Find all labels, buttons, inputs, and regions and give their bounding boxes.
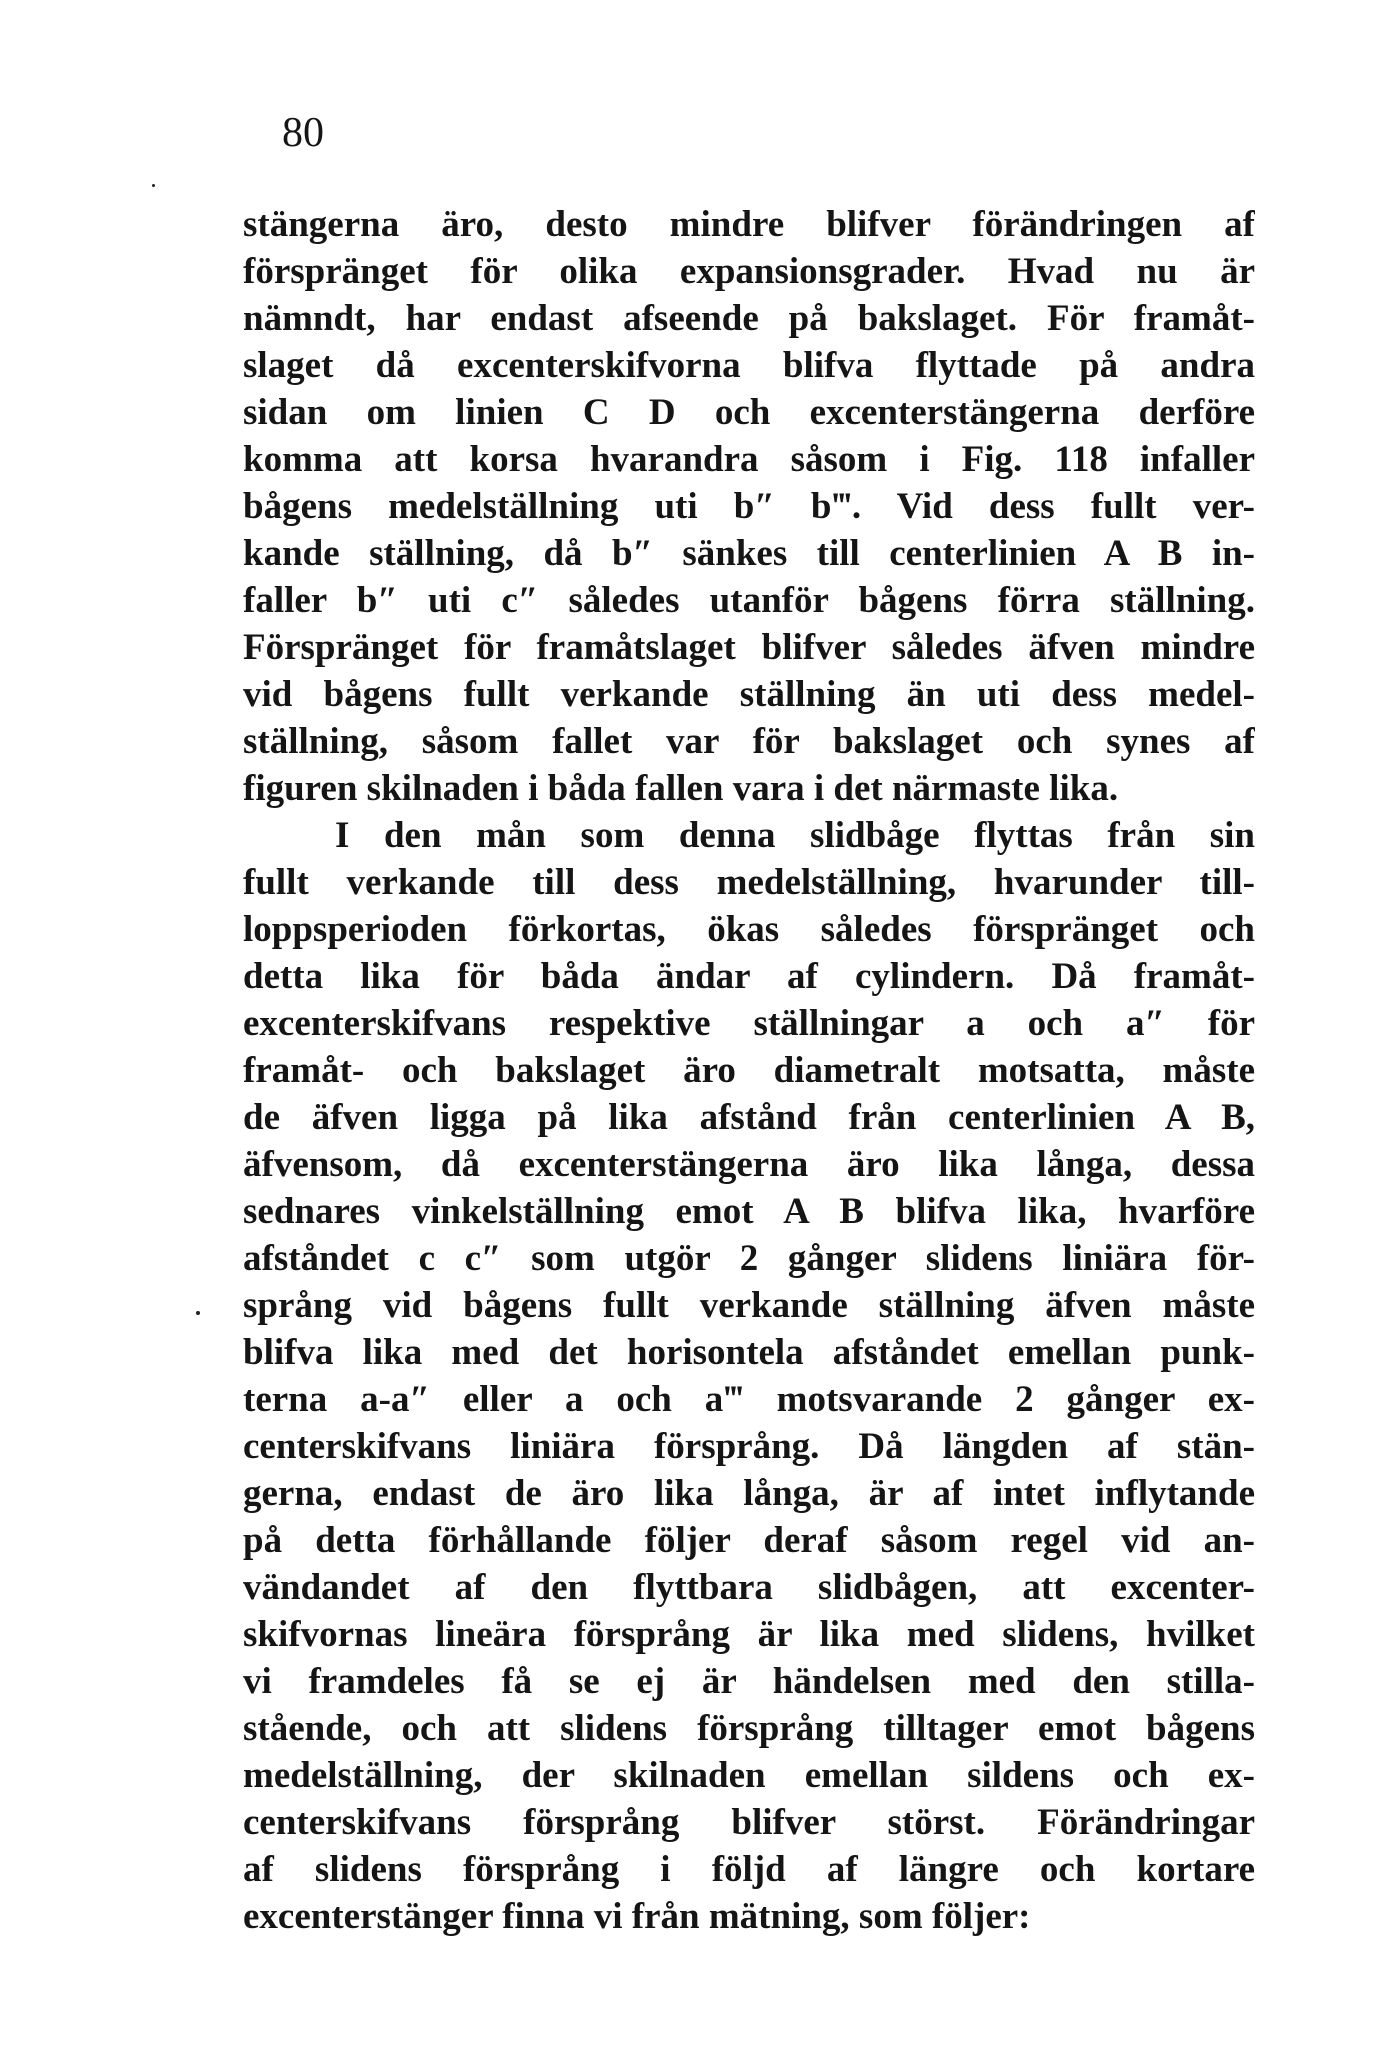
text-line: kande ställning, då b″ sänkes till centerlinien A B in- [243, 533, 1255, 574]
text-line: Förspränget för framåtslaget blifver således äfven mindre [243, 627, 1255, 668]
text-line: äfvensom, då excenterstängerna äro lika långa, dessa [243, 1144, 1255, 1185]
text-line: vid bågens fullt verkande ställning än uti dess medel- [243, 674, 1255, 715]
text-line: språng vid bågens fullt verkande ställning äfven måste [243, 1285, 1255, 1326]
text-line: sednares vinkelställning emot A B blifva lika, hvarföre [243, 1191, 1255, 1232]
text-line: loppsperioden förkortas, ökas således förspränget och [243, 909, 1255, 950]
text-line: nämndt, har endast afseende på bakslaget. För framåt- [243, 298, 1255, 339]
text-line: vändandet af den flyttbara slidbågen, att excenter- [243, 1567, 1255, 1608]
paragraph-start-line: I den mån som denna slidbåge flyttas från sin [335, 815, 1255, 856]
text-line: centerskifvans liniära försprång. Då längden af stän- [243, 1426, 1255, 1467]
text-line: ställning, såsom fallet var för bakslaget och synes af [243, 721, 1255, 762]
text-line: figuren skilnaden i båda fallen vara i det närmaste lika. [243, 768, 1119, 809]
text-line: detta lika för båda ändar af cylindern. Då framåt- [243, 956, 1255, 997]
text-line: fullt verkande till dess medelställning, hvarunder till- [243, 862, 1255, 903]
text-line: stående, och att slidens försprång tilltager emot bågens [243, 1708, 1255, 1749]
printing-speck-margin [196, 1311, 200, 1315]
printing-speck-top [152, 184, 155, 187]
text-line: afståndet c c″ som utgör 2 gånger slidens liniära för- [243, 1238, 1255, 1279]
text-line: excenterskifvans respektive ställningar a och a″ för [243, 1003, 1255, 1044]
text-line: medelställning, der skilnaden emellan sildens och ex- [243, 1755, 1255, 1796]
body-text [243, 201, 1255, 1940]
text-line: blifva lika med det horisontela afståndet emellan punk- [243, 1332, 1255, 1373]
text-line: vi framdeles få se ej är händelsen med den stilla- [243, 1661, 1255, 1702]
text-line: framåt- och bakslaget äro diametralt motsatta, måste [243, 1050, 1255, 1091]
text-line: skifvornas lineära försprång är lika med slidens, hvilket [243, 1614, 1255, 1655]
text-line: de äfven ligga på lika afstånd från centerlinien A B, [243, 1097, 1255, 1138]
text-line: excenterstänger finna vi från mätning, som följer: [243, 1896, 1031, 1937]
text-line: bågens medelställning uti b″ b‴. Vid dess fullt ver- [243, 486, 1255, 527]
text-line: komma att korsa hvarandra såsom i Fig. 118 infaller [243, 439, 1255, 480]
text-line: gerna, endast de äro lika långa, är af intet inflytande [243, 1473, 1255, 1514]
text-line: terna a-a″ eller a och a‴ motsvarande 2 gånger ex- [243, 1379, 1255, 1420]
text-line: på detta förhållande följer deraf såsom regel vid an- [243, 1520, 1255, 1561]
page-number: 80 [282, 110, 324, 156]
text-line: stängerna äro, desto mindre blifver förändringen af [243, 204, 1255, 245]
text-line: faller b″ uti c″ således utanför bågens förra ställning. [243, 580, 1255, 621]
text-line: förspränget för olika expansionsgrader. Hvad nu är [243, 251, 1255, 292]
text-line: af slidens försprång i följd af längre och kortare [243, 1849, 1255, 1890]
text-line: centerskifvans försprång blifver störst. Förändringar [243, 1802, 1255, 1843]
text-line: sidan om linien C D och excenterstängerna derföre [243, 392, 1255, 433]
text-line: slaget då excenterskifvorna blifva flyttade på andra [243, 345, 1255, 386]
